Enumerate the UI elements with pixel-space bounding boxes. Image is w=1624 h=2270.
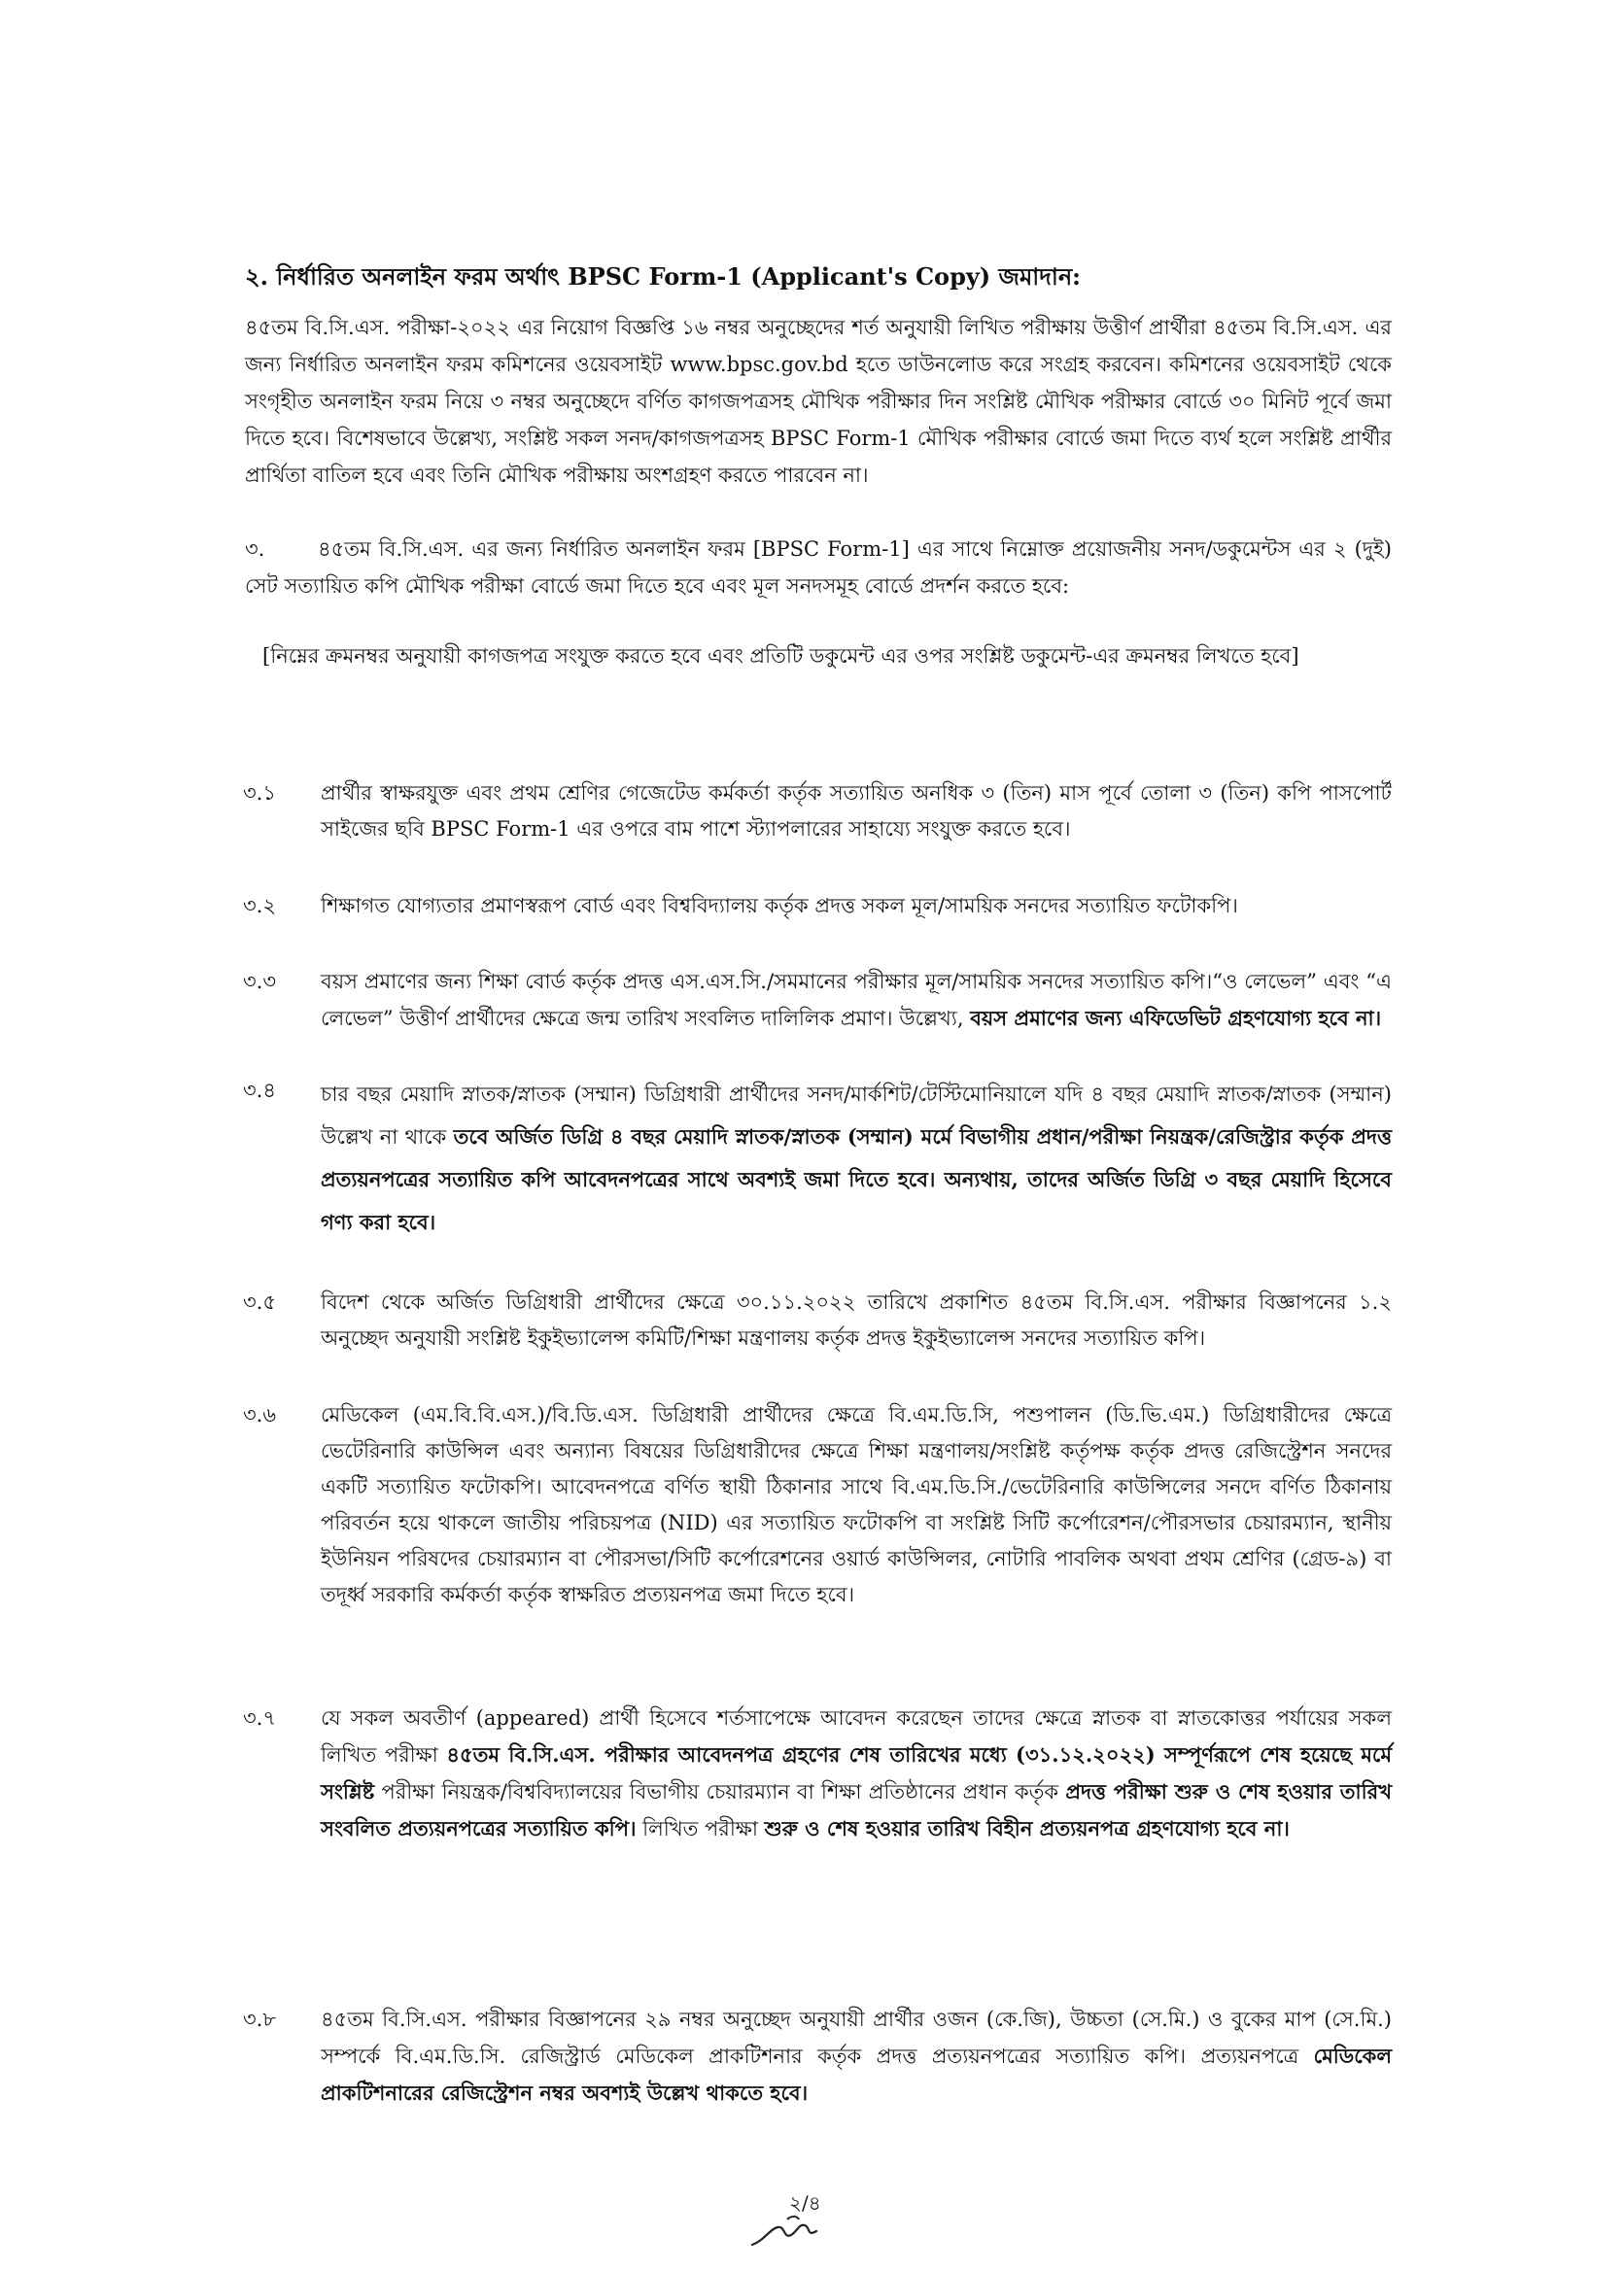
item-3-3-bold: বয়স প্রমাণের জন্য এফিডেভিট গ্রহণযোগ্য হবে না।: [970, 1006, 1382, 1030]
item-3-7-text-2: পরীক্ষা নিয়ন্ত্রক/বিশ্ববিদ্যালয়ের বিভাগীয় চেয়ারম্যান বা শিক্ষা প্রতিষ্ঠানের প্রধান কর্তৃক: [381, 1780, 1059, 1804]
item-3-7-text-3: লিখিত পরীক্ষা: [642, 1817, 758, 1840]
item-3-1-text: প্রার্থীর স্বাক্ষরযুক্ত এবং প্রথম শ্রেণির গেজেটেড কর্মকর্তা কর্তৃক সত্যায়িত অনধিক ৩ (তিন) মাস পূর্বে তোলা ৩ (তিন) কপি পাসপোর্ট সাইজের ছবি BPSC Form-1 এর ওপরে বাম পাশে স্ট্যাপলারের সাহায্যে সংযুক্ত করতে হবে।: [321, 781, 1392, 841]
item-3-4-bold: তবে অর্জিত ডিগ্রি ৪ বছর মেয়াদি স্নাতক/স্নাতক (সম্মান) মর্মে বিভাগীয় প্রধান/পরীক্ষা নিয়ন্ত্রক/রেজিস্ট্রার কর্তৃক প্রদত্ত প্রত্যয়নপত্রের সত্যায়িত কপি আবেদনপত্রের সাথে অবশ্যই জমা দিতে হবে। অন্যথায়, তাদের অর্জিত ডিগ্রি ৩ বছর মেয়াদি হিসেবে গণ্য করা হবে।: [321, 1124, 1392, 1234]
item-3-2-number: ৩.২: [243, 894, 276, 917]
section-3-note: [নিম্নের ক্রমনম্বর অনুযায়ী কাগজপত্র সংযুক্ত করতে হবে এবং প্রতিটি ডকুমেন্ট এর ওপর সংশ্লিষ্ট ডকুমেন্ট-এর ক্রমনম্বর লিখতে হবে]: [262, 644, 1299, 668]
section-3-number: ৩.: [245, 537, 265, 561]
bpsc-website-link[interactable]: www.bpsc.gov.bd: [670, 353, 848, 376]
item-3-8-number: ৩.৮: [243, 2008, 276, 2031]
handwritten-signature-icon: [748, 2206, 826, 2254]
item-3-4-body: [321, 1073, 1392, 1244]
item-3-7-text-1: যে সকল অবতীর্ণ (appeared) প্রার্থী হিসেবে শর্তসাপেক্ষে আবেদন করেছেন তাদের ক্ষেত্রে স্নাতক বা স্নাতকোত্তর পর্যায়ের সকল লিখিত পরীক্ষা: [321, 1706, 1392, 1767]
section-3-body: [245, 531, 1392, 604]
item-3-6-number: ৩.৬: [243, 1403, 276, 1427]
item-3-4-text: চার বছর মেয়াদি স্নাতক/স্নাতক (সম্মান) ডিগ্রিধারী প্রার্থীদের সনদ/মার্কশিট/টেস্টিমোনিয়ালে যদি ৪ বছর মেয়াদি স্নাতক/স্নাতক (সম্মান) উল্লেখ না থাকে: [321, 1083, 1392, 1149]
item-3-7-bold-2: প্রদত্ত পরীক্ষা শুরু ও শেষ হওয়ার তারিখ সংবলিত প্রত্যয়নপত্রের সত্যায়িত কপি।: [321, 1779, 1392, 1840]
page-number: ২/৪: [789, 2191, 821, 2215]
item-3-4-number: ৩.৪: [243, 1079, 276, 1102]
item-3-8-body: [321, 2002, 1392, 2112]
item-3-3-text: বয়স প্রমাণের জন্য শিক্ষা বোর্ড কর্তৃক প্রদত্ত এস.এস.সি./সমমানের পরীক্ষার মূল/সাময়িক সনদের সত্যায়িত কপি।“ও লেভেল” এবং “এ লেভেল” উত্তীর্ণ প্রার্থীদের ক্ষেত্রে জন্ম তারিখ সংবলিত দালিলিক প্রমাণ। উল্লেখ্য,: [321, 970, 1392, 1030]
item-3-8-text: ৪৫তম বি.সি.এস. পরীক্ষার বিজ্ঞাপনের ২৯ নম্বর অনুচ্ছেদ অনুযায়ী প্রার্থীর ওজন (কে.জি), উচ্চতা (সে.মি.) ও বুকের মাপ (সে.মি.) সম্পর্কে বি.এম.ডি.সি. রেজিস্ট্রার্ড মেডিকেল প্রাকটিশনার কর্তৃক প্রদত্ত প্রত্যয়নপত্রের সত্যায়িত কপি। প্রত্যয়নপত্রে: [321, 2008, 1392, 2068]
item-3-3-body: [321, 964, 1392, 1037]
section-3-text: ৪৫তম বি.সি.এস. এর জন্য নির্ধারিত অনলাইন ফরম [BPSC Form-1] এর সাথে নিম্নোক্ত প্রয়োজনীয় সনদ/ডকুমেন্টস এর ২ (দুই) সেট সত্যায়িত কপি মৌখিক পরীক্ষা বোর্ডে জমা দিতে হবে এবং মূল সনদসমূহ বোর্ডে প্রদর্শন করতে হবে:: [245, 537, 1392, 598]
item-3-3-number: ৩.৩: [243, 970, 276, 993]
item-3-7-number: ৩.৭: [243, 1706, 276, 1730]
item-3-8-bold: মেডিকেল প্রাকটিশনারের রেজিস্ট্রেশন নম্বর অবশ্যই উল্লেখ থাকতে হবে।: [321, 2044, 1393, 2105]
item-3-6-text: মেডিকেল (এম.বি.বি.এস.)/বি.ডি.এস. ডিগ্রিধারী প্রার্থীদের ক্ষেত্রে বি.এম.ডি.সি, পশুপালন (ডি.ভি.এম.) ডিগ্রিধারীদের ক্ষেত্রে ভেটেরিনারি কাউন্সিল এবং অন্যান্য বিষয়ের ডিগ্রিধারীদের ক্ষেত্রে শিক্ষা মন্ত্রণালয়/সংশ্লিষ্ট কর্তৃপক্ষ কর্তৃক প্রদত্ত রেজিস্ট্রেশন সনদের একটি সত্যায়িত ফটোকপি। আবেদনপত্রে বর্ণিত স্থায়ী ঠিকানার সাথে বি.এম.ডি.সি./ভেটেরিনারি কাউন্সিলের সনদে বর্ণিত ঠিকানায় পরিবর্তন হয়ে থাকলে জাতীয় পরিচয়পত্র (NID) এর সত্যায়িত ফটোকপি বা সংশ্লিষ্ট সিটি কর্পোরেশন/পৌরসভার চেয়ারম্যান, স্থানীয় ইউনিয়ন পরিষদের চেয়ারম্যান বা পৌরসভা/সিটি কর্পোরেশনের ওয়ার্ড কাউন্সিলর, নোটারি পাবলিক অথবা প্রথম শ্রেণির (গ্রেড-৯) বা তদূর্ধ্ব সরকারি কর্মকর্তা কর্তৃক স্বাক্ষরিত প্রত্যয়নপত্র জমা দিতে হবে।: [321, 1403, 1392, 1606]
item-3-5-text: বিদেশ থেকে অর্জিত ডিগ্রিধারী প্রার্থীদের ক্ষেত্রে ৩০.১১.২০২২ তারিখে প্রকাশিত ৪৫তম বি.সি.এস. পরীক্ষার বিজ্ঞাপনের ১.২ অনুচ্ছেদ অনুযায়ী সংশ্লিষ্ট ইকুইভ্যালেন্স কমিটি/শিক্ষা মন্ত্রণালয় কর্তৃক প্রদত্ত ইকুইভ্যালেন্স সনদের সত্যায়িত কপি।: [321, 1290, 1392, 1350]
section-2-body: [245, 309, 1392, 494]
item-3-7-bold-1: ৪৫তম বি.সি.এস. পরীক্ষার আবেদনপত্র গ্রহণের শেষ তারিখের মধ্যে (৩১.১২.২০২২) সম্পূর্ণরূপে শেষ হয়েছে মর্মে সংশ্লিষ্ট: [321, 1742, 1392, 1804]
section-2-text-b: হতে ডাউনলোড করে সংগ্রহ করবেন। কমিশনের ওয়েবসাইট থেকে সংগৃহীত অনলাইন ফরম নিয়ে ৩ নম্বর অনুচ্ছেদে বর্ণিত কাগজপত্রসহ মৌখিক পরীক্ষার দিন সংশ্লিষ্ট মৌখিক পরীক্ষার বোর্ডে ৩০ মিনিট পূর্বে জমা দিতে হবে। বিশেষভাবে উল্লেখ্য, সংশ্লিষ্ট সকল সনদ/কাগজপত্রসহ BPSC Form-1 মৌখিক পরীক্ষার বোর্ডে জমা দিতে ব্যর্থ হলে সংশ্লিষ্ট প্রার্থীর প্রার্থিতা বাতিল হবে এবং তিনি মৌখিক পরীক্ষায় অংশগ্রহণ করতে পারবেন না।: [245, 353, 1392, 487]
section-2-heading: ২. নির্ধারিত অনলাইন ফরম অর্থাৎ BPSC Form-1 (Applicant's Copy) জমাদান:: [245, 262, 1082, 291]
item-3-7-body: [321, 1701, 1392, 1847]
item-3-5-number: ৩.৫: [243, 1290, 276, 1314]
item-3-2-text: শিক্ষাগত যোগ্যতার প্রমাণস্বরূপ বোর্ড এবং বিশ্ববিদ্যালয় কর্তৃক প্রদত্ত সকল মূল/সাময়িক সনদের সত্যায়িত ফটোকপি।: [321, 894, 1238, 917]
item-3-1-number: ৩.১: [243, 781, 276, 805]
item-3-7-bold-3: শুরু ও শেষ হওয়ার তারিখ বিহীন প্রত্যয়নপত্র গ্রহণযোগ্য হবে না।: [764, 1816, 1290, 1840]
section-2-text-a: ৪৫তম বি.সি.এস. পরীক্ষা-২০২২ এর নিয়োগ বিজ্ঞপ্তি ১৬ নম্বর অনুচ্ছেদের শর্ত অনুযায়ী লিখিত পরীক্ষায় উত্তীর্ণ প্রার্থীরা ৪৫তম বি.সি.এস. এর জন্য নির্ধারিত অনলাইন ফরম কমিশনের ওয়েবসাইট: [245, 316, 1392, 376]
